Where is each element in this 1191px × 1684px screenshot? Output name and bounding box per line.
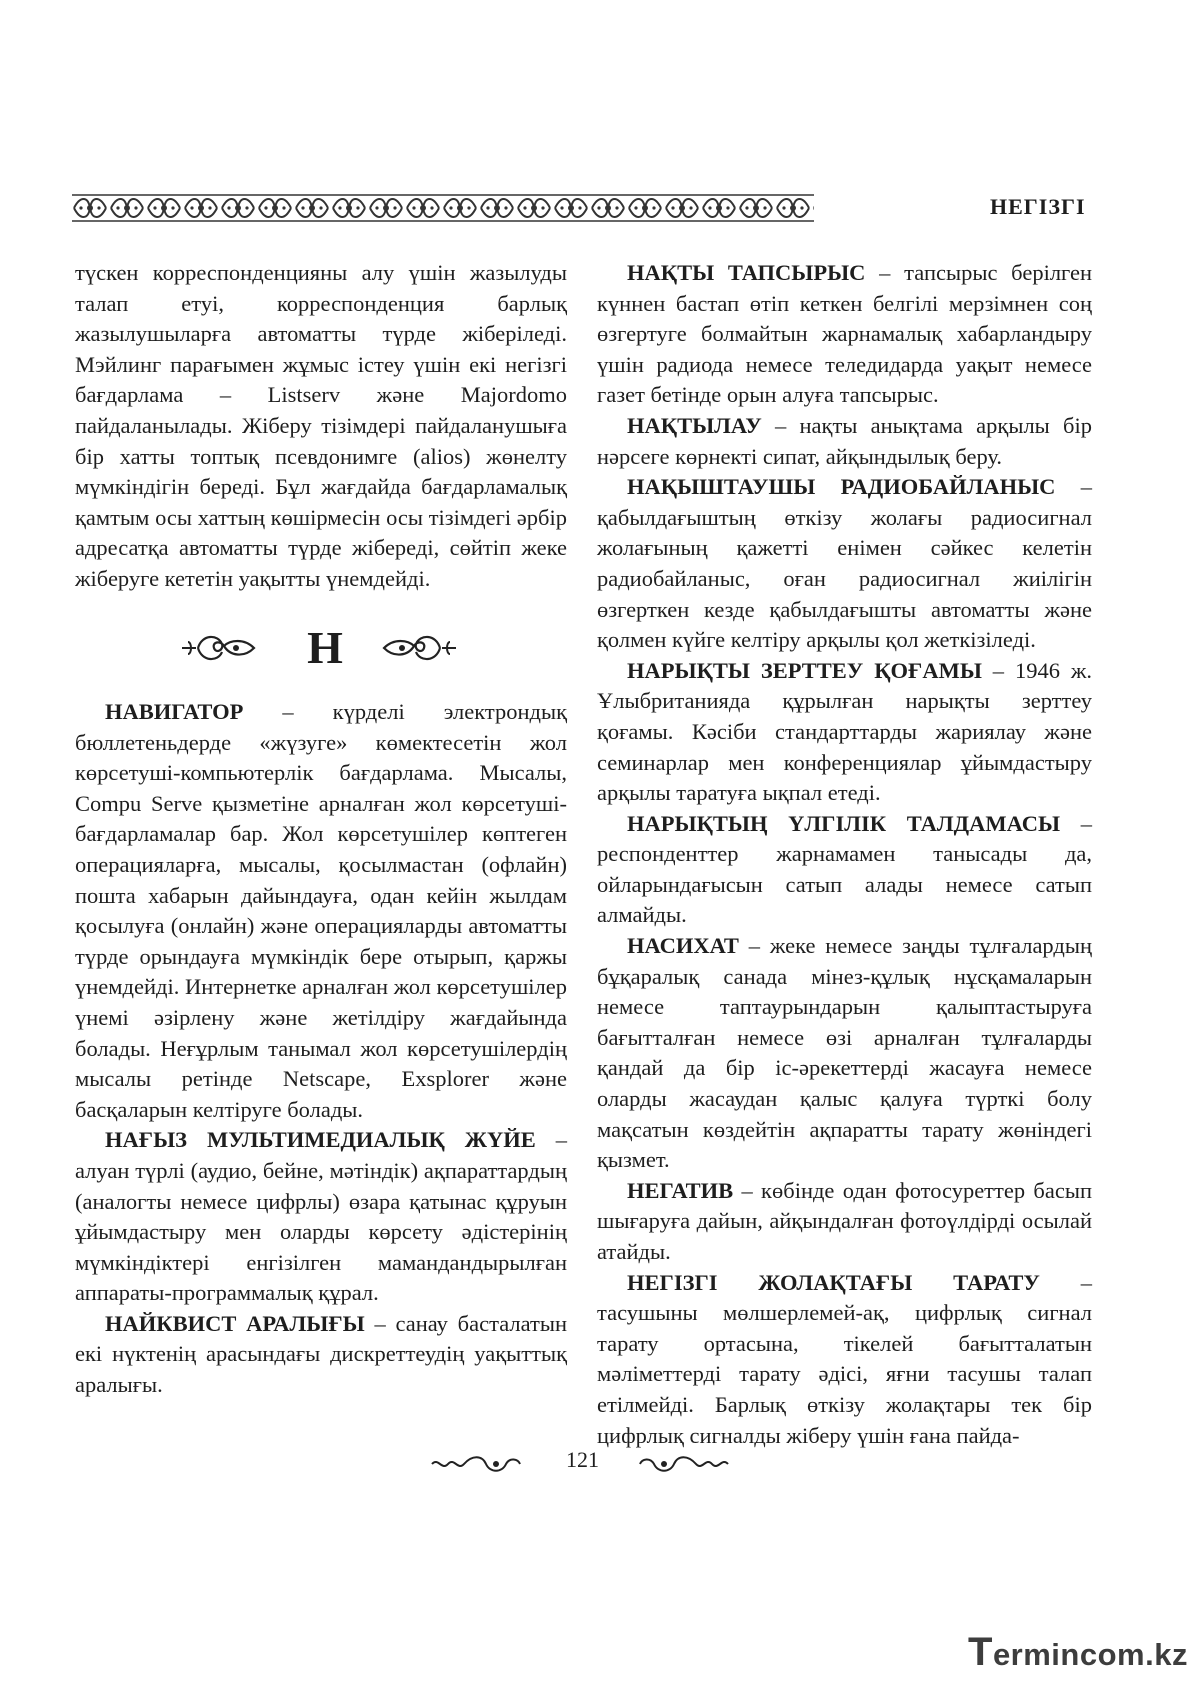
page-number: 121 xyxy=(566,1447,599,1472)
entry-term: НАВИГАТОР xyxy=(105,699,244,724)
section-letter: Н xyxy=(307,622,343,673)
entry xyxy=(597,1176,1092,1268)
entry xyxy=(597,1268,1092,1452)
entry-text: – санау басталатын екі нүктенің арасындағы дискреттеудің уақыттық аралығы. xyxy=(75,1310,567,1398)
section-letter-block xyxy=(178,620,468,676)
entry-term: НЕГІЗГІ ЖОЛАҚТАҒЫ ТАРАТУ xyxy=(627,1269,1040,1295)
entry xyxy=(597,931,1092,1176)
watermark-initial: T xyxy=(968,1630,993,1674)
entry-text: – тапсырыс берілген күннен бастап өтіп кеткен белгілі мерзімнен соң өзгертуге болмайтын жарнамалық хабарландыру үшін радиода немесе теледидарда уақыт немесе газет бетінде орын алуға тапсырыс. xyxy=(597,260,1093,408)
entry xyxy=(597,411,1092,472)
entry-text: – көбінде одан фотосуреттер басып шығаруға дайын, айқындалған фотоүлдірді осылай атайды. xyxy=(597,1177,1092,1264)
left-flourish-icon xyxy=(178,628,260,668)
paragraph-continuation: түскен корреспонденцияны алу үшін жазылуды талап етуі, корреспонденция барлық жазылушыларға автоматты түрде жіберіледі. Мэйлинг парағымен жұмыс істеу үшін екі негізгі бағдарлама – Listserv және Majordomo пайдаланылады. Жіберу тізімдері пайдаланушыға бір хатты топтық псевдонимге (alios) жөнелту мүмкіндігін береді. Бұл жағдайда бағдарламалық қамтым осы хаттың көшірмесін осы тізімдегі әрбір адресатқа автоматты түрде жібереді, сөйтіп жеке жіберуге кететін уақытты үнемдейді. xyxy=(75,260,567,591)
running-head: НЕГІЗГІ xyxy=(990,194,1086,219)
entry-term: НАҚЫШТАУШЫ РАДИОБАЙЛАНЫС xyxy=(627,474,1056,500)
footer-left-flourish-icon xyxy=(430,1451,522,1477)
left-column-entries xyxy=(75,697,567,1401)
entry xyxy=(75,697,567,1125)
entry xyxy=(75,1125,567,1309)
entry xyxy=(75,1309,567,1401)
left-column xyxy=(75,258,567,595)
entry-text: – қабылдағыштың өткізу жолағы радиосигнал жолағының қажетті енімен сәйкес келетін радиобайланыс, оған радиосигнал жиілігін өзгерткен кезде қабылдағышты автоматты және қолмен күйге келтіру арқылы қол жеткізіледі. xyxy=(597,474,1092,653)
entry-term: НАСИХАТ xyxy=(627,933,739,959)
entry xyxy=(597,809,1092,931)
entry-text: – нақты анықтама арқылы бір нәрсеге көрнекті сипат, айқындылық беру. xyxy=(597,412,1092,469)
entry-text: – жеке немесе заңды тұлғалардың бұқаралық санада мінез-құлық нұсқамаларын немесе таптаурындарын қалыптастыруға бағытталған немесе өзі арналған тұлғаларды қандай да бір іс-әрекеттерді жасауға немесе оларды жасаудан қалыс қалуға түрткі болу мақсатын көздейтін ақпаратты тарату жөніндегі қызмет. xyxy=(597,933,1092,1173)
entry xyxy=(597,656,1092,809)
entry xyxy=(597,472,1092,656)
entry-term: НАЙКВИСТ АРАЛЫҒЫ xyxy=(105,1310,365,1336)
entry xyxy=(597,258,1092,411)
entry-term: НАҚТЫ ТАПСЫРЫС xyxy=(627,260,866,285)
site-watermark xyxy=(968,1630,1188,1675)
entry-term: НАРЫҚТЫ ЗЕРТТЕУ ҚОҒАМЫ xyxy=(627,657,982,683)
entry-text: – күрделі электрондық бюллетеньдерде «жүзуге» көмектесетін жол көрсетуші-компьютерлік бағдарлама. Мысалы, Compu Serve қызметіне арналған жол көрсетуші-бағдарламалар бар. Жол көрсетушілер көптеген операцияларға, мысалы, қосылмастан (офлайн) пошта хабарын дайындауға, одан кейін жылдам қосылуға (онлайн) және операцияларды автоматты түрде орындауға мүмкіндік бере отырып, қаржы үнемдейді. Интернетке арналған жол көрсетушілер үнемі әзірлену және жетілдіру жағдайында болады. Неғұрлым танымал жол көрсетушілердің мысалы ретінде Netscape, Exsplorer және басқаларын келтіруге болады. xyxy=(75,699,568,1122)
footer-right-flourish-icon xyxy=(638,1451,730,1477)
page-footer xyxy=(430,1445,760,1481)
entry-text: – тасушыны мөлшерлемей-ақ, цифрлық сигнал тарату ортасына, тікелей бағытталатын мәліметтерді тарату әдісі, яғни тасушы талап етілмейді. Барлық өткізу жолақтары тек бір цифрлық сигналды жіберу үшін ғана пайда- xyxy=(597,1269,1092,1448)
entry-text: – 1946 ж. Ұлыбританияда құрылған нарықты зерттеу қоғамы. Кәсіби стандарттарды жариялау және семинарлар мен конференциялар ұйымдастыру арқылы таратуға ықпал етеді. xyxy=(597,657,1092,806)
entry-text: – респонденттер жарнамамен танысады да, ойларындағысын сатып алады немесе сатып алмайды. xyxy=(597,810,1093,928)
watermark-text: ermincom.kz xyxy=(992,1637,1188,1672)
entry-term: НЕГАТИВ xyxy=(627,1177,734,1203)
entry-term: НАРЫҚТЫҢ ҮЛГІЛІК ТАЛДАМАСЫ xyxy=(627,810,1061,836)
entry-text: – алуан түрлі (аудио, бейне, мәтіндік) ақпараттардың (аналогты немесе цифрлы) өзара қатынас құруын ұйымдастыру мен оларды көрсету әдістерінің мүмкіндіктері енгізілген мамандандырылған аппараты-программалық құрал. xyxy=(75,1127,567,1306)
entry-term: НАҒЫЗ МУЛЬТИМЕДИАЛЫҚ ЖҮЙЕ xyxy=(105,1127,536,1153)
header-ornament-band xyxy=(72,192,814,224)
entry-term: НАҚТЫЛАУ xyxy=(627,412,762,438)
right-flourish-icon xyxy=(378,628,460,668)
right-column xyxy=(597,258,1092,1451)
